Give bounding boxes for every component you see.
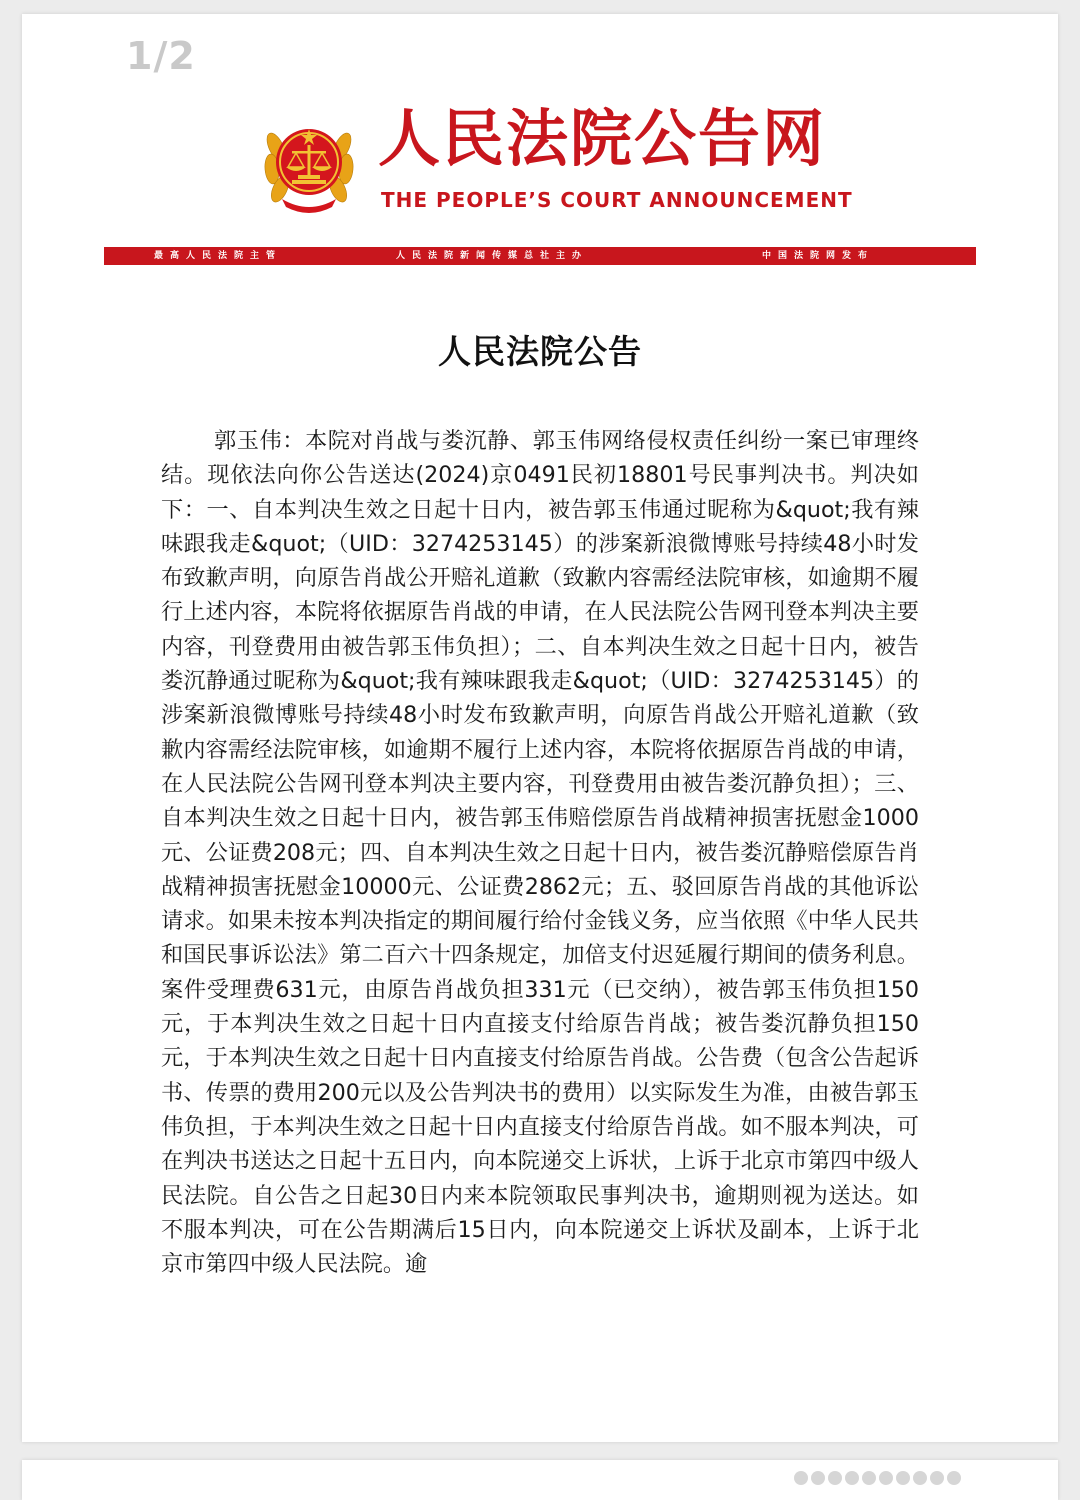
dot: [947, 1471, 961, 1485]
dot: [913, 1471, 927, 1485]
dot: [811, 1471, 825, 1485]
dot: [845, 1471, 859, 1485]
bar-item-supervisor: 最高人民法院主管: [154, 251, 283, 261]
dot: [794, 1471, 808, 1485]
court-emblem-icon: [262, 107, 356, 217]
dot: [896, 1471, 910, 1485]
bar-item-sponsor: 人民法院新闻传媒总社主办: [396, 251, 589, 261]
header-red-bar: [104, 247, 976, 265]
page-indicator: 1/2: [126, 34, 196, 78]
site-name-english: THE PEOPLE’S COURT ANNOUNCEMENT: [381, 188, 853, 212]
document-title: 人民法院公告: [438, 332, 642, 371]
dot: [930, 1471, 944, 1485]
dot: [879, 1471, 893, 1485]
dot: [828, 1471, 842, 1485]
page-scroll-dots: [794, 1470, 964, 1489]
bar-item-publisher: 中国法院网发布: [762, 251, 875, 261]
dot: [862, 1471, 876, 1485]
site-name: 人民法院公告网: [378, 102, 827, 175]
document-body: 郭玉伟：本院对肖战与娄沉静、郭玉伟网络侵权责任纠纷一案已审理终结。现依法向你公告送达(2024)京0491民初18801号民事判决书。判决如下：一、自本判决生效之日起十日内，被告郭玉伟通过昵称为&quot;我有辣味跟我走&quot;（UID：3274253145）的涉案新浪微博账号持续48小时发布致歉声明，向原告肖战公开赔礼道歉（致歉内容需经法院审核，如逾期不履行上述内容，本院将依据原告肖战的申请，在人民法院公告网刊登本判决主要内容，刊登费用由被告郭玉伟负担）；二、自本判决生效之日起十日内，被告娄沉静通过昵称为&quot;我有辣味跟我走&quot;（UID：3274253145）的涉案新浪微博账号持续48小时发布致歉声明，向原告肖战公开赔礼道歉（致歉内容需经法院审核，如逾期不履行上述内容，本院将依据原告肖战的申请，在人民法院公告网刊登本判决主要内容，刊登费用由被告娄沉静负担）；三、自本判决生效之日起十日内，被告郭玉伟赔偿原告肖战精神损害抚慰金1000元、公证费208元；四、自本判决生效之日起十日内，被告娄沉静赔偿原告肖战精神损害抚慰金10000元、公证费2862元；五、驳回原告肖战的其他诉讼请求。如果未按本判决指定的期间履行给付金钱义务，应当依照《中华人民共和国民事诉讼法》第二百六十四条规定，加倍支付迟延履行期间的债务利息。案件受理费631元，由原告肖战负担331元（已交纳），被告郭玉伟负担150元，于本判决生效之日起十日内直接支付给原告肖战；被告娄沉静负担150元，于本判决生效之日起十日内直接支付给原告肖战。公告费（包含公告起诉书、传票的费用200元以及公告判决书的费用）以实际发生为准，由被告郭玉伟负担，于本判决生效之日起十日内直接支付给原告肖战。如不服本判决，可在判决书送达之日起十五日内，向本院递交上诉状，上诉于北京市第四中级人民法院。自公告之日起30日内来本院领取民事判决书，逾期则视为送达。如不服本判决，可在公告期满后15日内，向本院递交上诉状及副本，上诉于北京市第四中级人民法院。逾: [161, 428, 919, 1278]
